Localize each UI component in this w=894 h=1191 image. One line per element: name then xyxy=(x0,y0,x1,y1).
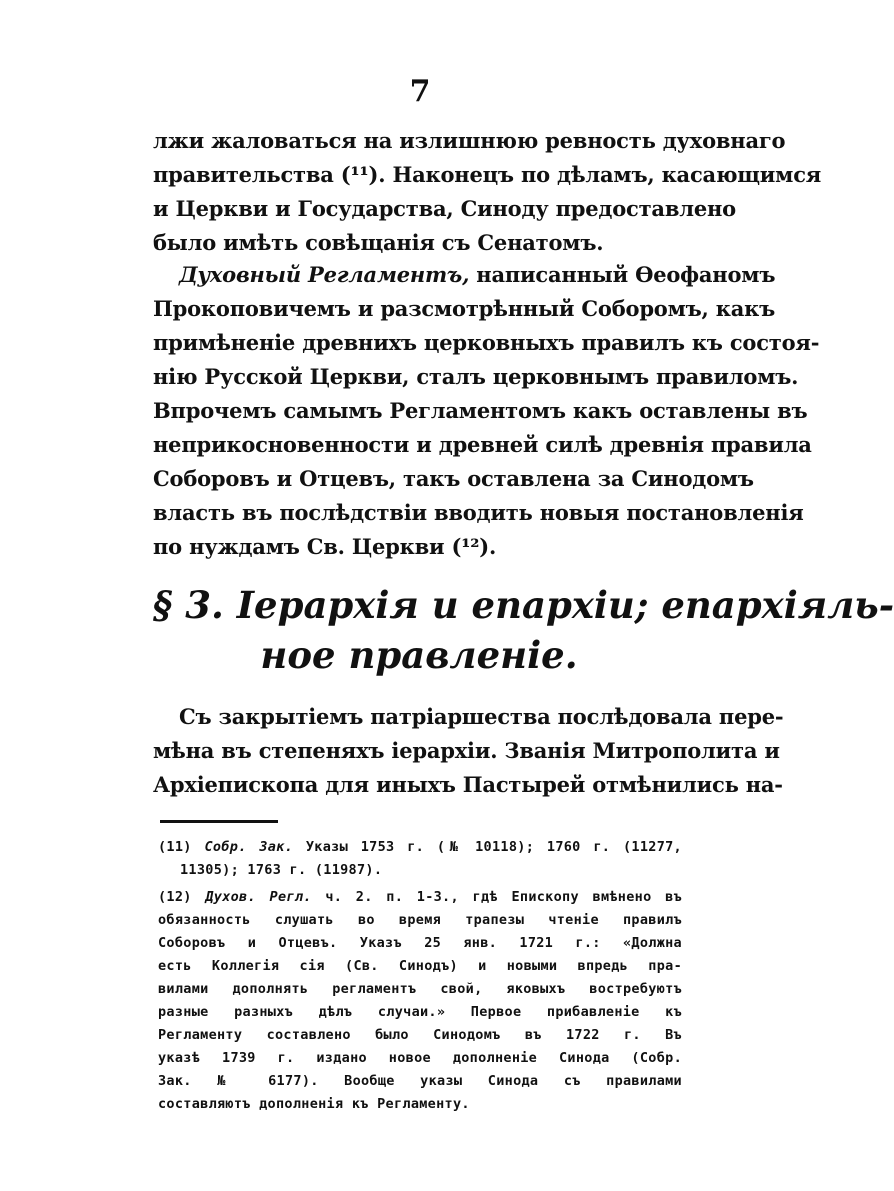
text-fragment: ч. 2. п. 1-3., гдѣ Епископу вмѣнено въ xyxy=(311,889,682,905)
text-line: было имѣть совѣщанія съ Сенатомъ. xyxy=(153,230,604,255)
text-line: Впрочемъ самымъ Регламентомъ какъ оставлены въ xyxy=(153,398,808,423)
footnote-12-line: обязанность слушать во время трапезы чтеніе правилъ xyxy=(158,912,682,928)
footnote-label: (11) xyxy=(158,839,192,855)
heading-line: § 3. Іерархія и епархіи; епархіяль- xyxy=(153,583,894,627)
text-fragment: Указы 1753 г. (№ 10118); 1760 г. (11277, xyxy=(293,839,682,855)
footnote-12-line: указѣ 1739 г. издано новое дополненіе Синода (Собр. xyxy=(158,1050,682,1066)
section-heading xyxy=(153,580,894,680)
text-line: нію Русской Церкви, сталъ церковнымъ правиломъ. xyxy=(153,364,799,389)
text-line: по нуждамъ Св. Церкви (¹²). xyxy=(153,534,497,559)
page-number: 7 xyxy=(409,74,431,109)
text-line: правительства (¹¹). Наконецъ по дѣламъ, касающимся xyxy=(153,162,822,187)
footnote-12-line: Зак. № 6177). Вообще указы Синода съ правилами xyxy=(158,1073,682,1089)
footnote-11-line: 11305); 1763 г. (11987). xyxy=(180,862,383,878)
text-line: власть въ послѣдствіи вводить новыя постановленія xyxy=(153,500,804,525)
footnote-label: (12) xyxy=(158,889,192,905)
footnote-12-line: Соборовъ и Отцевъ. Указъ 25 янв. 1721 г.: «Должна xyxy=(158,935,682,951)
text-line: и Церкви и Государства, Синоду предоставлено xyxy=(153,196,736,221)
text-line: лжи жаловаться на излишнюю ревность духовнаго xyxy=(153,128,786,153)
text-line xyxy=(153,258,776,292)
text-line: примѣненіе древнихъ церковныхъ правилъ къ состоя- xyxy=(153,330,820,355)
footnote-12-line: Регламенту составлено было Синодомъ въ 1722 г. Въ xyxy=(158,1027,682,1043)
text-line: Соборовъ и Отцевъ, такъ оставлена за Синодомъ xyxy=(153,466,754,491)
footnote-11-line xyxy=(158,836,682,859)
footnote-12-line xyxy=(158,886,682,909)
footnote-12-line: есть Коллегія сія (Св. Синодъ) и новыми впредь пра- xyxy=(158,958,682,974)
footnote-divider xyxy=(160,820,278,823)
footnotes xyxy=(158,836,682,1116)
paragraph-reglament xyxy=(153,258,820,564)
paragraph-hierarchy xyxy=(153,700,784,802)
text-line: Съ закрытіемъ патріаршества послѣдовала пере- xyxy=(179,704,784,729)
text-line: мѣна въ степеняхъ іерархіи. Званія Митрополита и xyxy=(153,738,780,763)
italic-term: Духовный Регламентъ, xyxy=(179,262,470,287)
paragraph-continuation xyxy=(153,124,822,260)
footnote-12-line: вилами дополнять регламентъ свой, яковыхъ востребуютъ xyxy=(158,981,682,997)
footnote-source: Собр. Зак. xyxy=(191,839,294,855)
text-fragment: написанный Ѳеофаномъ xyxy=(469,262,776,287)
text-line: неприкосновенности и древней силѣ древнія правила xyxy=(153,432,812,457)
text-line: Архіепископа для иныхъ Пастырей отмѣнились на- xyxy=(153,772,783,797)
heading-line: ное правленіе. xyxy=(260,633,578,677)
text-line: Прокоповичемъ и разсмотрѣнный Соборомъ, какъ xyxy=(153,296,776,321)
footnote-source: Духов. Регл. xyxy=(191,889,312,905)
footnote-12-line: составляютъ дополненія къ Регламенту. xyxy=(158,1096,470,1112)
footnote-12-line: разные разныхъ дѣлъ случаи.» Первое прибавленіе къ xyxy=(158,1004,682,1020)
